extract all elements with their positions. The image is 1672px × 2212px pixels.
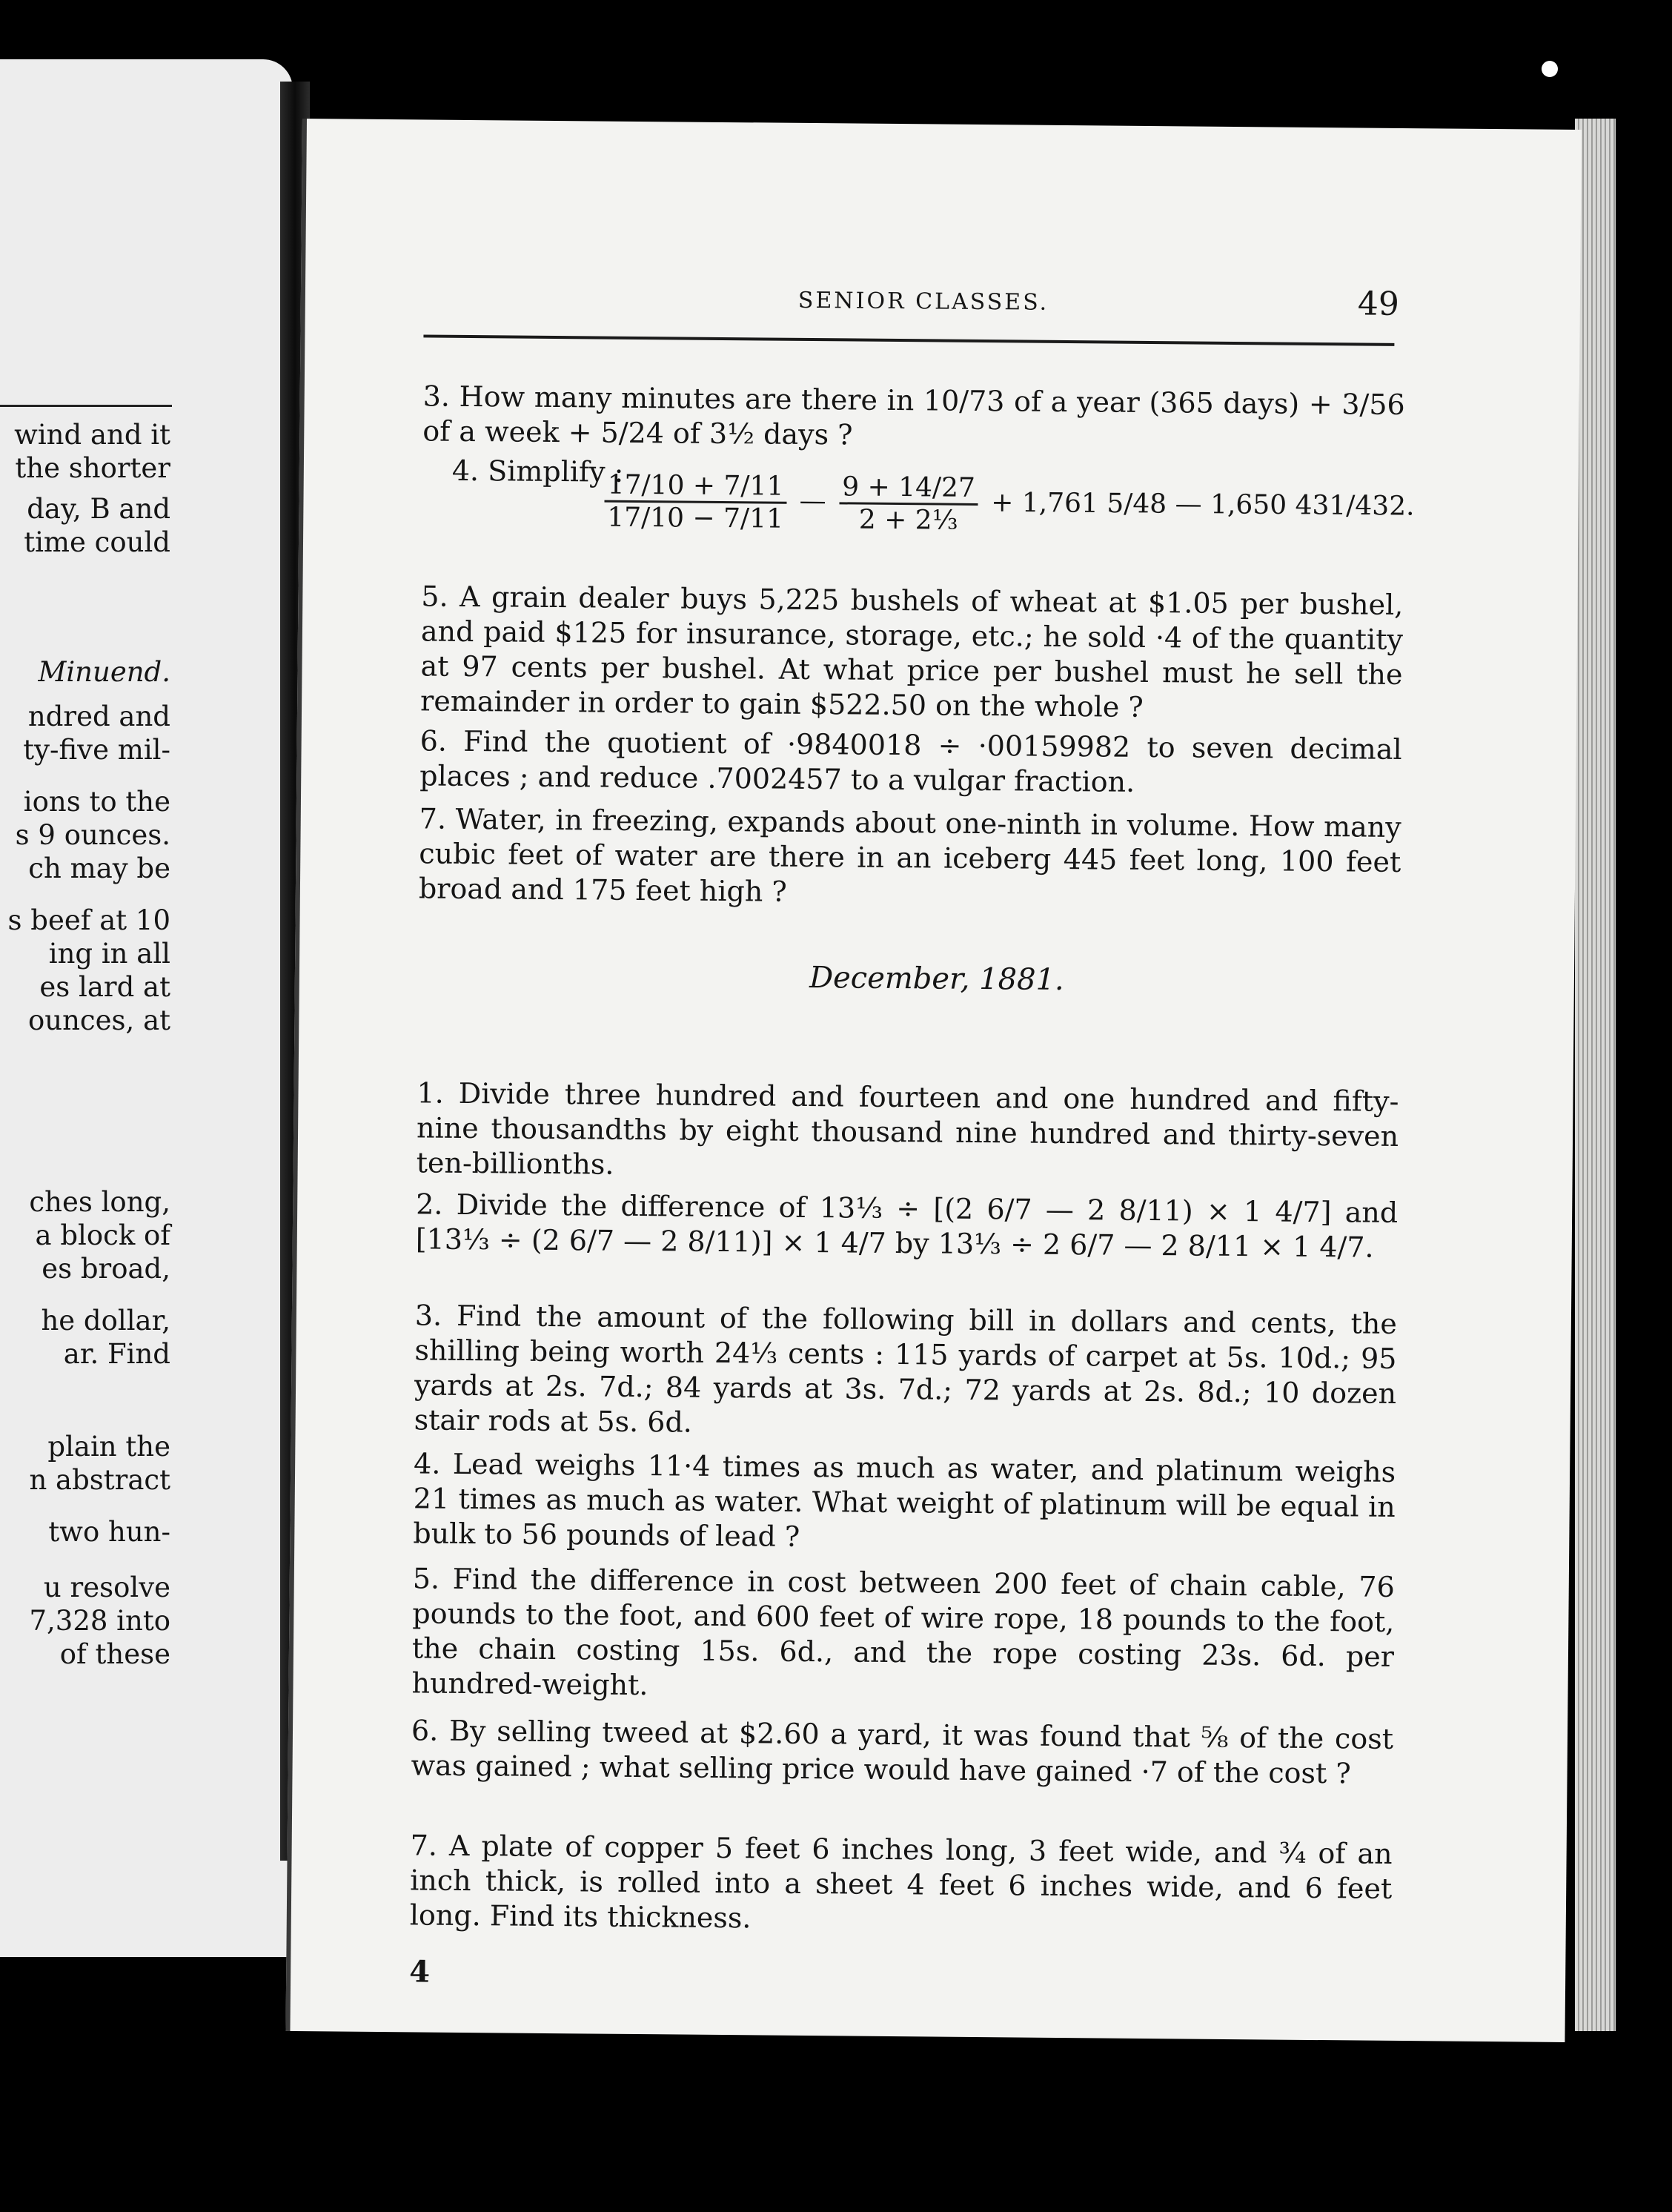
left-text-line: ions to the: [23, 786, 170, 818]
left-text-line: ounces, at: [28, 1004, 170, 1036]
complex-fraction-2: [839, 471, 978, 536]
left-text-line: es broad,: [42, 1253, 170, 1285]
right-page: [285, 119, 1581, 2042]
expression-tail: + 1,761 5/48 — 1,650 431/432.: [991, 487, 1415, 522]
left-text-line: s 9 ounces.: [15, 819, 170, 851]
left-text-line: wind and it: [14, 419, 170, 451]
left-text-line: n abstract: [29, 1464, 170, 1496]
problem-dec-3: 3. Find the amount of the following bill in dollars and cents, the shilling being worth 24⅓ cents : 115 yards of carpet at 5s. 10d.; 95 yards at 2s. 7d.; 84 yards at 3s. 7d.; 72 yards at 2s. 8d.; 10 dozen stair rods at 5s. 6d.: [414, 1299, 1398, 1439]
left-text-line: the shorter: [15, 452, 170, 484]
left-text-line: ndred and: [27, 701, 170, 732]
problem-6-quotient: 6. Find the quotient of ·9840018 ÷ ·00159982 to seven decimal places ; and reduce .7002457 to a vulgar fraction.: [419, 724, 1402, 798]
left-text-line: 7,328 into: [29, 1605, 170, 1637]
fraction-numerator: 9 + 14/27: [839, 471, 978, 506]
left-facing-page: [0, 59, 293, 1957]
problem-3-minutes: 3. How many minutes are there in 10/73 of a year (365 days) + 3/56 of a week + 5/24 of 3½ days ?: [422, 380, 1405, 451]
left-header-rule: [0, 405, 172, 407]
problem-4-label: 4. Simplify :: [451, 454, 624, 489]
problem-7-iceberg: 7. Water, in freezing, expands about one-ninth in volume. How many cubic feet of water are there in an iceberg 445 feet long, 100 feet broad and 175 feet high ?: [418, 802, 1401, 908]
problem-dec-6: 6. By selling tweed at $2.60 a yard, it was found that ⅝ of the cost was gained ; what selling price would have gained ·7 of the cost ?: [411, 1714, 1394, 1790]
section-heading: December, 1881.: [809, 961, 1064, 998]
complex-fraction-1: [604, 470, 786, 534]
simplify-expression: [600, 470, 1415, 540]
problem-dec-2: 2. Divide the difference of 13⅓ ÷ [(2 6/7 — 2 8/11) × 1 4/7] and [13⅓ ÷ (2 6/7 — 2 8/11)] × 1 4/7 by 13⅓ ÷ 2 6/7 — 2 8/11 × 1 4/7.: [415, 1188, 1399, 1264]
problem-dec-1: 1. Divide three hundred and fourteen and one hundred and fifty-nine thousandths by eight thousand nine hundred and thirty-seven ten-billionths.: [416, 1076, 1399, 1181]
problem-dec-4: 4. Lead weighs 11·4 times as much as water, and platinum weighs 21 times as much as water. What weight of platinum will be equal in bulk to 56 pounds of lead ?: [413, 1447, 1396, 1553]
page-edge: [1575, 119, 1616, 2031]
problem-5-grain-dealer: 5. A grain dealer buys 5,225 bushels of wheat at $1.05 per bushel, and paid $125 for insurance, storage, etc.; he sold ·4 of the quantity at 97 cents per bushel. At what price per bushel must he sell the remainder in order to gain $522.50 on the whole ?: [419, 580, 1404, 723]
scan-corner-mark: [1542, 61, 1558, 77]
signature-mark: 4: [408, 1954, 431, 1990]
problem-dec-5: 5. Find the difference in cost between 200 feet of chain cable, 76 pounds to the foot, and 600 feet of wire rope, 18 pounds to the foot, the chain costing 15s. 6d., and the rope costing 23s. 6d. per hundred-weight.: [411, 1562, 1395, 1702]
left-text-line: he dollar,: [41, 1305, 170, 1337]
left-text-line: ch may be: [28, 852, 170, 884]
minus-sign: —: [799, 486, 826, 517]
left-text-line: plain the: [47, 1431, 170, 1463]
left-text-line: of these: [59, 1638, 170, 1670]
left-text-line: ty-five mil-: [23, 734, 170, 766]
fraction-denominator: 2 + 2⅓: [858, 504, 958, 536]
problem-dec-7: 7. A plate of copper 5 feet 6 inches long, 3 feet wide, and ¾ of an inch thick, is rolled into a sheet 4 feet 6 inches wide, and 6 feet long. Find its thickness.: [409, 1829, 1393, 1935]
left-text-line: time could: [24, 526, 170, 558]
fraction-denominator: 17/10 − 7/11: [607, 502, 784, 534]
left-text-line: s beef at 10: [7, 904, 170, 936]
left-text-line: day, B and: [27, 493, 170, 525]
left-text-line: u resolve: [43, 1572, 170, 1603]
running-header: SENIOR CLASSES.: [797, 287, 1049, 316]
left-text-line: a block of: [35, 1219, 170, 1251]
left-text-line: two hun-: [48, 1516, 170, 1548]
left-text-line: ches long,: [29, 1186, 170, 1218]
left-text-line: Minuend.: [38, 656, 170, 688]
left-text-line: ing in all: [48, 938, 170, 970]
page-number: 49: [1357, 285, 1400, 323]
left-text-line: ar. Find: [63, 1338, 170, 1370]
left-text-line: es lard at: [39, 971, 170, 1003]
header-rule: [423, 334, 1394, 345]
fraction-numerator: 17/10 + 7/11: [604, 470, 786, 504]
